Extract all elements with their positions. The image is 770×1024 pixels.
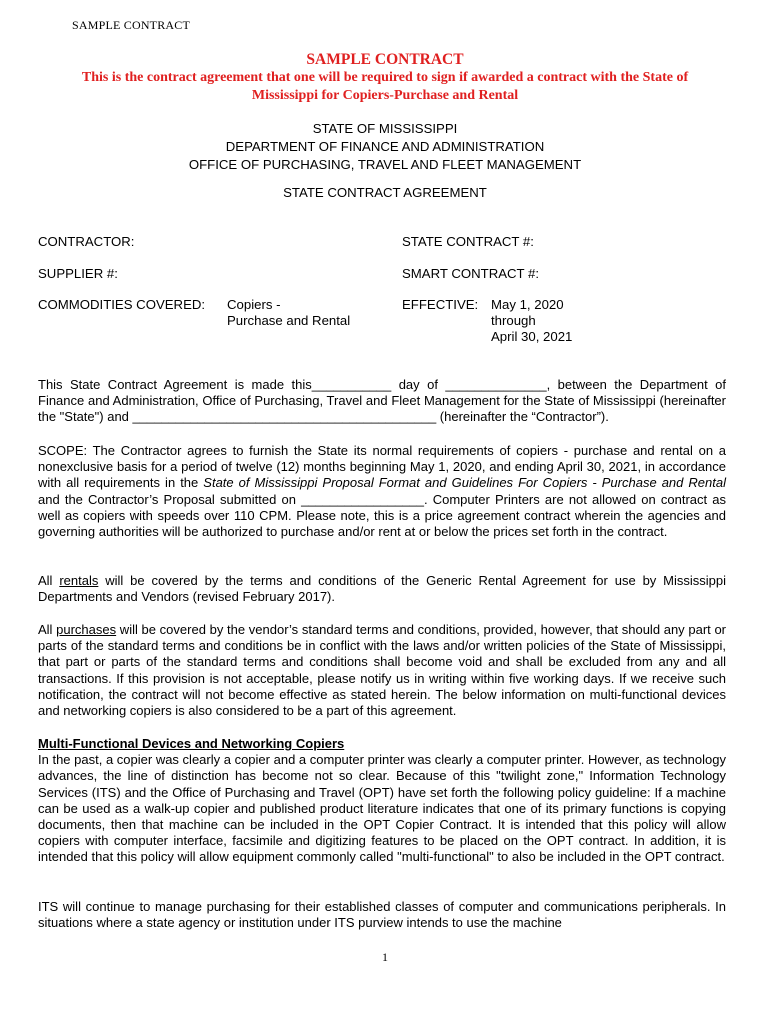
agency-line-department: DEPARTMENT OF FINANCE AND ADMINISTRATION bbox=[225, 139, 545, 154]
purchases-text-a: All bbox=[38, 622, 57, 637]
effective-start-date: May 1, 2020 bbox=[491, 297, 564, 312]
agency-block bbox=[20, 120, 750, 174]
mfd-section-heading: Multi-Functional Devices and Networking Copiers bbox=[38, 736, 345, 751]
rentals-underlined: rentals bbox=[59, 573, 99, 588]
intro-paragraph: This State Contract Agreement is made this___________ day of ______________, between the Department of Finance and Administration, Office of Purchasing, Travel and Fleet Management for the State of Mississippi (hereinafter the "State") and __________________________________________ (hereinafter the “Contractor”). bbox=[38, 377, 726, 425]
its-paragraph: ITS will continue to manage purchasing for their established classes of computer and communications peripherals. In situations where a state agency or institution under ITS purview intends to use the machine bbox=[38, 899, 726, 931]
scope-text-b: and the Contractor’s Proposal submitted on _________________. Computer Printers are not allowed on contract as well as copiers with speeds over 110 CPM. Please note, this is a price agreement contract wherein the agencies and governing authorities will be authorized to purchase and/or rent at or below the prices set forth in the contract. bbox=[38, 491, 726, 540]
effective-through: through bbox=[491, 313, 536, 328]
effective-label: EFFECTIVE: bbox=[402, 297, 479, 312]
rentals-text-a: All bbox=[38, 573, 60, 588]
supplier-label: SUPPLIER #: bbox=[38, 266, 118, 281]
scope-proposal-title: State of Mississippi Proposal Format and Guidelines For Copiers - Purchase and Rental bbox=[203, 475, 726, 491]
scope-text-a: SCOPE: The Contractor agrees to furnish the State its normal requirements of copiers - purchase and rental on a nonexclusive basis for a period of twelve (12) months beginning May 1, 2020, and ending April 30, 2021, in accordance with all requirements in the bbox=[38, 443, 726, 491]
rentals-paragraph bbox=[38, 573, 726, 605]
state-contract-label: STATE CONTRACT #: bbox=[402, 234, 534, 249]
mfd-section bbox=[38, 736, 726, 866]
agency-line-state: STATE OF MISSISSIPPI bbox=[312, 121, 458, 136]
commodities-label: COMMODITIES COVERED: bbox=[38, 297, 206, 312]
title-subtitle-line1: This is the contract agreement that one will be required to sign if awarded a contract with the State of bbox=[81, 70, 689, 85]
contractor-label: CONTRACTOR: bbox=[38, 234, 135, 249]
document-title-block bbox=[20, 50, 750, 105]
purchases-paragraph bbox=[38, 622, 726, 719]
commodities-value-line2: Purchase and Rental bbox=[227, 313, 351, 328]
smart-contract-label: SMART CONTRACT #: bbox=[402, 266, 540, 281]
agreement-heading: STATE CONTRACT AGREEMENT bbox=[283, 185, 487, 200]
scope-paragraph bbox=[38, 443, 726, 540]
commodities-value-line1: Copiers - bbox=[227, 297, 281, 312]
agency-line-office: OFFICE OF PURCHASING, TRAVEL AND FLEET MANAGEMENT bbox=[188, 157, 582, 172]
purchases-underlined: purchases bbox=[56, 622, 117, 637]
rentals-text-b: will be covered by the terms and conditions of the Generic Rental Agreement for use by Mississippi Departments and Vendors (revised February 2017). bbox=[38, 573, 727, 605]
purchases-text-b: will be covered by the vendor’s standard terms and conditions, provided, however, that should any part or parts of the standard terms and conditions be in conflict with the laws and/or written policies of the State of Mississippi, that part or parts of the standard terms and conditions shall become void and shall be excluded from any and all transactions. If this provision is not acceptable, please notify us in writing within five working days. If we receive such notification, the contract will not become effective as stated herein. The below information on multi-functional devices and networking copiers is also considered to be a part of this agreement. bbox=[38, 622, 727, 719]
document-title: SAMPLE CONTRACT bbox=[306, 51, 464, 68]
document-header-label: SAMPLE CONTRACT bbox=[72, 18, 191, 32]
mfd-section-body: In the past, a copier was clearly a copier and a computer printer was clearly a computer printer. However, as technology advances, the line of distinction has become not so clear. Because of this "twilight zone," Information Technology Services (ITS) and the Office of Purchasing and Travel (OPT) have set forth the following policy guideline: If a machine can be used as a walk-up copier and published product literature indicates that one of its primary functions is copying documents, then that machine can be included in the OPT Copier Contract. It is intended that this policy will allow copiers with computer interface, facsimile and digitizing features to be placed on the OPT contract. In addition, it is intended that this policy will allow equipment commonly called "multi-functional" to also be included in the OPT contract. bbox=[38, 752, 726, 865]
title-subtitle-line2: Mississippi for Copiers-Purchase and Rental bbox=[251, 88, 519, 103]
effective-end-date: April 30, 2021 bbox=[491, 329, 573, 344]
page-number: 1 bbox=[382, 950, 388, 964]
